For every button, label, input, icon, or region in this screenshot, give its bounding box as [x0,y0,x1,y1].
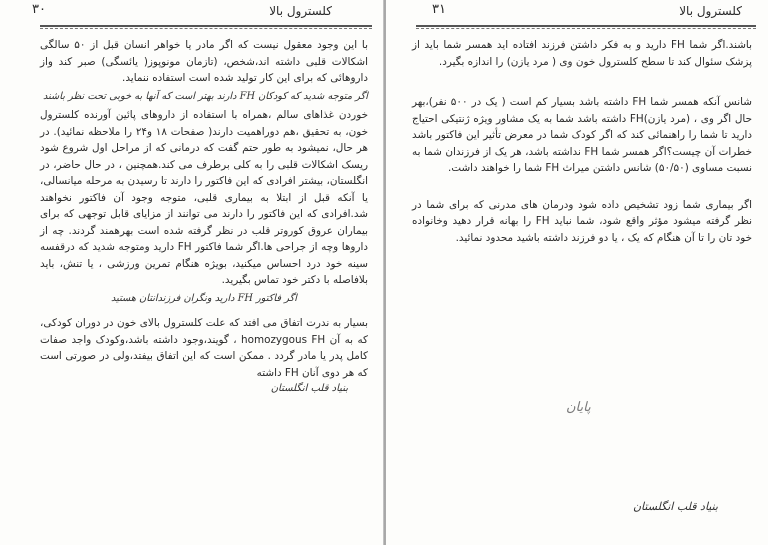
signature: بنیاد قلب انگلستان [270,383,348,394]
right-page [386,0,768,545]
header-rule [40,25,372,27]
end-mark: پایان [566,400,591,415]
running-title: کلسترول بالا [269,4,332,18]
right-page-header [386,2,768,22]
left-page-body [40,37,368,398]
page-number: ۳۰ [32,2,46,17]
left-page-header [0,2,384,22]
paragraph: بسیار به ندرت اتفاق می افتد که علت کلسترول بالای خون در دوران کودکی، که به آن homozygous FH ، گویند،وجود داشته باشد،وکودک واجد صفات کامل پدر یا مادر گردد . ممکن است که این اتفاق بیفتد،ولی در صورتی است که هر دوی آنان FH داشته [40,317,368,379]
running-title: کلسترول بالا [679,4,742,18]
paragraph: خوردن غذاهای سالم ،همراه با استفاده از داروهای پائین آورنده کلسترول خون، به تحقیق ،هم دوراهمیت دارند( صفحات ۱۸ و۲۴ را ملاحظه نمائید). در هر حال، نمیشود به طور حتم گفت که درمانی که از مراحل اول شروع شود ریسک اشکالات قلبی را به کلی برطرف می کند.همچنین ، در حال حاضر، در انگلستان، بیشتر افرادی که این فاکتور را دارند تا رسیدن به مرحله میانسالی، یا آنکه قبل از ابتلا به بیماری قلبی، متوجه وجود آن فاکتور نخواهند شد.افرادی که این فاکتور را دارند می توانند از مزایای قابل توجهی که برای بیماران عروق کوروتر قلب در نظر گرفته شده است بهرهمند گردند. چه از داروها وچه از جراحی ها.اگر شما فاکتور FH دارید ومتوجه شدید که درقفسه سینه خود درد احساس میکنید، بویژه هنگام تمرین ورزشی ، یا تنش، باید بلافاصله با دکتر خود تماس بگیرید. [40,109,369,286]
right-page-body [412,37,752,246]
handwritten-note: اگر فاکتور FH دارید ونگران فرزندانتان هستید [110,292,298,304]
paragraph: شانس آنکه همسر شما FH داشته باشد بسیار کم است ( یک در ۵۰۰ نفر)،بهر حال اگر وی ، (مرد یازن)FH داشته باشد شما به یک مشاور ویژه ژنتیکی احتیاج دارید تا شما را راهنمائی کند که اگر کودک شما در معرض تأثیر این فاکتور باشد خطرات آن چیست؟اگر همسر شما FH نداشته باشد، هر یک از فرزندان شما به نسبت مساوی (۵۰/۵۰) شانس داشتن میراث FH شما را خواهند داشت. [412,96,752,174]
paragraph: باشند.اگر شما FH دارید و به فکر داشتن فرزند افتاده اید همسر شما باید از پزشک سئوال کند تا سطح کلسترول خون وی ( مرد یازن) را اندازه بگیرد. [412,39,752,68]
paragraph: اگر بیماری شما زود تشخیص داده شود ودرمان های مدرنی که برای شما در نظر گرفته میشود مؤثر واقع شود، شما نباید FH را بهانه قرار دهید وخانواده خود تان را تا آن هنگام که یک ، یا دو فرزند داشته باشید محدود نمائید. [412,198,753,244]
paragraph: با این وجود معقول نیست که اگر مادر یا خواهر انسان قبل از ۵۰ سالگی اشکالات قلبی داشته اند،شخص، (تازمان مونوپوز( یائسگی) صبر کند واز داروهائی که برای این کار تولید شده است استفاده ننماید. [40,39,368,84]
page-number: ۳۱ [432,2,446,17]
signature: بنیاد قلب انگلستان [632,500,718,513]
header-rule [416,25,756,27]
handwritten-note: اگر متوجه شدید که کودکان FH دارند بهتر است که آنها به خوبی تحت نظر باشند [42,90,368,102]
